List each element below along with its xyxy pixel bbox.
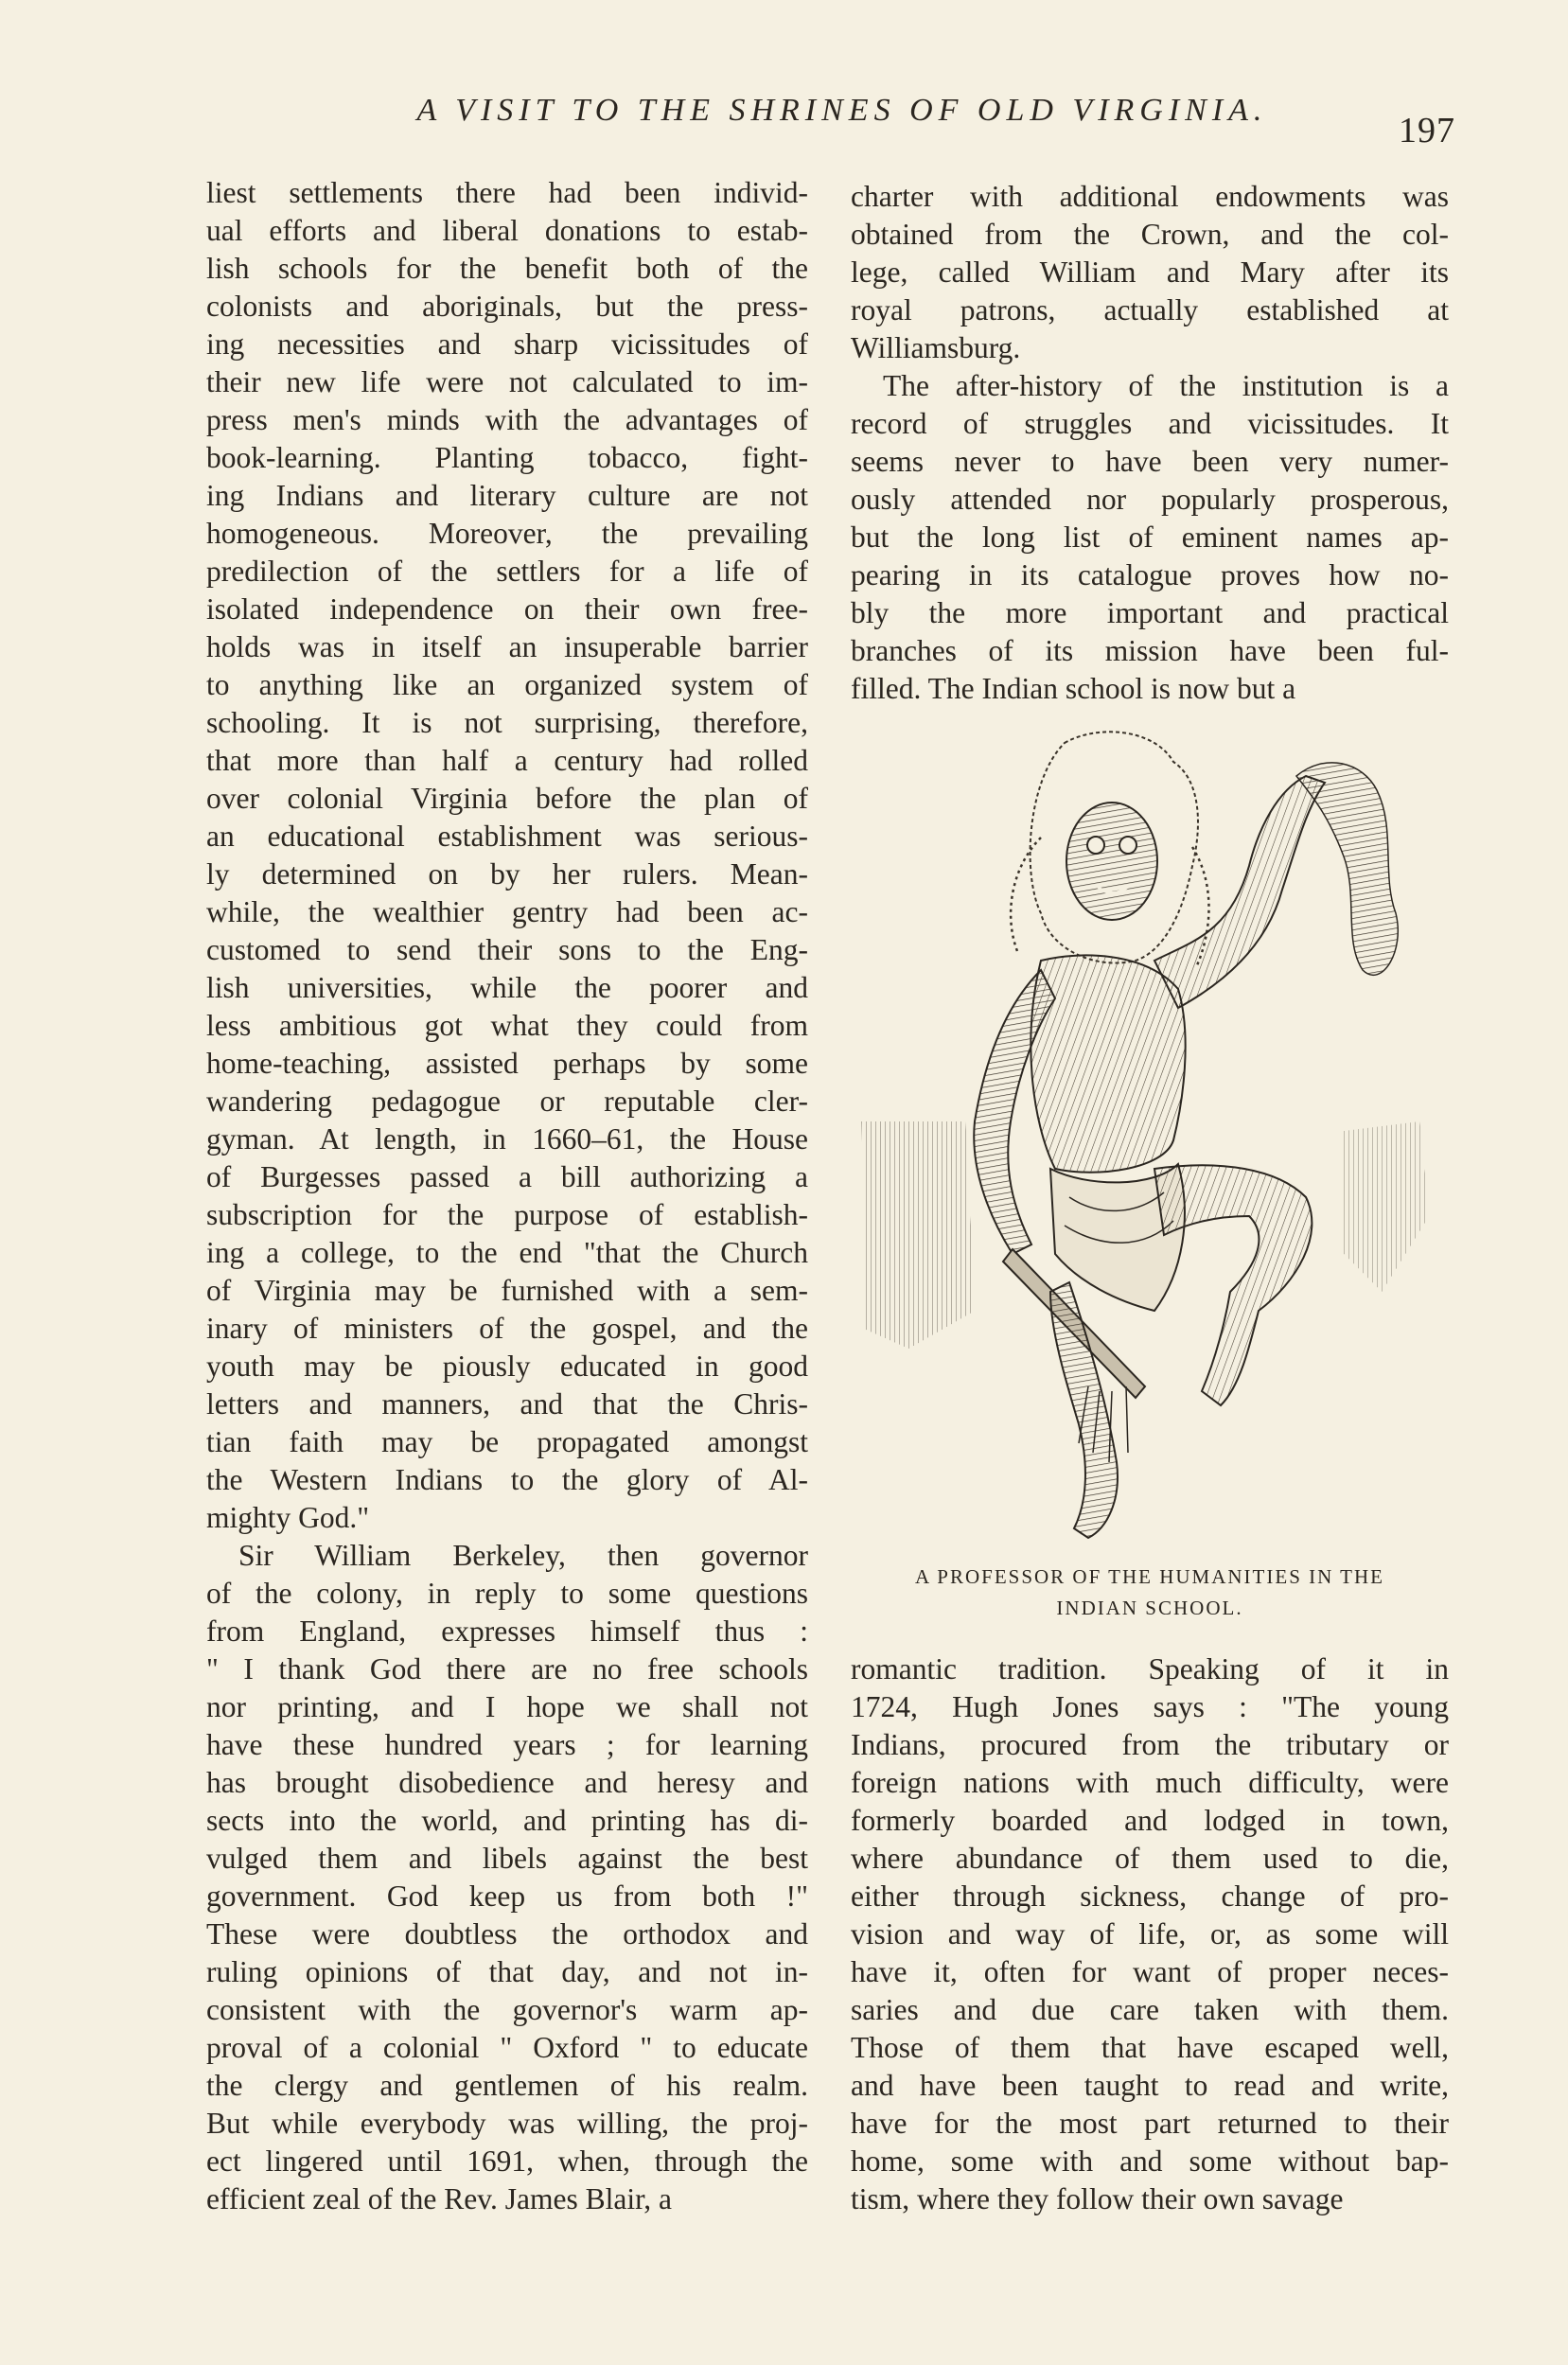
text-line: of the colony, in reply to some questions	[206, 1577, 808, 1610]
text-line: ing Indians and literary culture are not	[206, 479, 808, 512]
text-line: schooling. It is not surprising, therefore,	[206, 706, 808, 739]
text-line: consistent with the governor's warm ap-	[206, 1993, 808, 2026]
text-line: while, the wealthier gentry had been ac-	[206, 895, 808, 928]
text-line: either through sickness, change of pro-	[851, 1880, 1449, 1913]
text-line: record of struggles and vicissitudes. It	[851, 407, 1449, 440]
engraving-illustration	[852, 724, 1457, 1552]
left-text-column	[206, 174, 808, 2218]
text-line: vision and way of life, or, as some will	[851, 1917, 1449, 1950]
text-line: mighty God."	[206, 1501, 370, 1534]
text-line: over colonial Virginia before the plan of	[206, 782, 808, 815]
text-line: seems never to have been very numer-	[851, 445, 1449, 478]
text-line: to anything like an organized system of	[206, 668, 808, 701]
text-line: Sir William Berkeley, then governor	[238, 1539, 808, 1572]
text-line: the clergy and gentlemen of his realm.	[206, 2069, 808, 2102]
text-line: tism, where they follow their own savage	[851, 2182, 1344, 2215]
text-line: of Burgesses passed a bill authorizing a	[206, 1160, 808, 1193]
text-line: of Virginia may be furnished with a sem-	[206, 1274, 808, 1307]
text-line: subscription for the purpose of establish-	[206, 1198, 808, 1231]
text-line: predilection of the settlers for a life of	[206, 555, 808, 588]
text-line: their new life were not calculated to im-	[206, 365, 808, 398]
text-line: But while everybody was willing, the proj-	[206, 2107, 808, 2140]
text-line: inary of ministers of the gospel, and the	[206, 1312, 808, 1345]
text-line: holds was in itself an insuperable barrier	[206, 630, 808, 663]
text-line: book-learning. Planting tobacco, fight-	[206, 441, 808, 474]
text-line: that more than half a century had rolled	[206, 744, 808, 777]
text-line: branches of its mission have been ful-	[851, 634, 1449, 667]
text-line: ual efforts and liberal donations to estab-	[206, 214, 808, 247]
text-line: Williamsburg.	[851, 331, 1021, 364]
text-line: Those of them that have escaped well,	[851, 2031, 1449, 2064]
text-line: sects into the world, and printing has di-	[206, 1804, 808, 1837]
text-line: charter with additional endowments was	[851, 180, 1449, 213]
figure-caption	[847, 1562, 1453, 1624]
text-line: colonists and aboriginals, but the press-	[206, 290, 808, 323]
text-line: pearing in its catalogue proves how no-	[851, 558, 1449, 591]
text-line: The after-history of the institution is a	[883, 369, 1449, 402]
text-line: romantic tradition. Speaking of it in	[851, 1652, 1449, 1686]
text-line: has brought disobedience and heresy and	[206, 1766, 808, 1799]
text-line: vulged them and libels against the best	[206, 1842, 808, 1875]
page-number: 197	[1399, 111, 1455, 150]
text-line: and have been taught to read and write,	[851, 2069, 1449, 2102]
text-line: customed to send their sons to the Eng-	[206, 933, 808, 966]
text-line: wandering pedagogue or reputable cler-	[206, 1085, 808, 1118]
text-line: ing a college, to the end "that the Church	[206, 1236, 808, 1269]
running-head: A VISIT TO THE SHRINES OF OLD VIRGINIA.	[416, 93, 1268, 128]
text-line: youth may be piously educated in good	[206, 1350, 808, 1383]
text-line: royal patrons, actually established at	[851, 293, 1449, 327]
caption-line-2: INDIAN SCHOOL.	[1056, 1597, 1243, 1619]
text-line: have for the most part returned to their	[851, 2107, 1449, 2140]
text-line: from England, expresses himself thus :	[206, 1615, 808, 1648]
right-text-column-bottom	[851, 1650, 1449, 2218]
text-line: ously attended nor popularly prosperous,	[851, 483, 1449, 516]
text-line: bly the more important and practical	[851, 596, 1449, 629]
text-line: filled. The Indian school is now but a	[851, 672, 1296, 705]
text-line: government. God keep us from both !"	[206, 1880, 808, 1913]
text-line: the Western Indians to the glory of Al-	[206, 1463, 808, 1496]
text-line: isolated independence on their own free-	[206, 592, 808, 626]
text-line: " I thank God there are no free schools	[206, 1652, 808, 1686]
text-line: nor printing, and I hope we shall not	[206, 1690, 808, 1723]
text-line: home-teaching, assisted perhaps by some	[206, 1047, 808, 1080]
text-line: have these hundred years ; for learning	[206, 1728, 808, 1761]
caption-line-1: A PROFESSOR OF THE HUMANITIES IN THE	[915, 1565, 1384, 1588]
text-line: less ambitious got what they could from	[206, 1009, 808, 1042]
text-line: tian faith may be propagated amongst	[206, 1425, 808, 1458]
text-line: home, some with and some without bap-	[851, 2144, 1449, 2178]
text-line: but the long list of eminent names ap-	[851, 521, 1449, 554]
text-line: letters and manners, and that the Chris-	[206, 1387, 808, 1421]
text-line: lish universities, while the poorer and	[206, 971, 808, 1004]
text-line: homogeneous. Moreover, the prevailing	[206, 517, 808, 550]
text-line: an educational establishment was serious-	[206, 820, 808, 853]
text-line: where abundance of them used to die,	[851, 1842, 1449, 1875]
text-line: These were doubtless the orthodox and	[206, 1917, 808, 1950]
text-line: lish schools for the benefit both of the	[206, 252, 808, 285]
text-line: Indians, procured from the tributary or	[851, 1728, 1449, 1761]
text-line: ect lingered until 1691, when, through the	[206, 2144, 808, 2178]
text-line: formerly boarded and lodged in town,	[851, 1804, 1449, 1837]
right-text-column-top	[851, 178, 1449, 708]
text-line: have it, often for want of proper neces-	[851, 1955, 1449, 1988]
text-line: ly determined on by her rulers. Mean-	[206, 857, 808, 891]
text-line: ing necessities and sharp vicissitudes of	[206, 327, 808, 361]
text-line: 1724, Hugh Jones says : "The young	[851, 1690, 1449, 1723]
text-line: saries and due care taken with them.	[851, 1993, 1449, 2026]
text-line: proval of a colonial " Oxford " to educate	[206, 2031, 808, 2064]
text-line: liest settlements there had been individ-	[206, 176, 808, 209]
text-line: lege, called William and Mary after its	[851, 256, 1449, 289]
text-line: press men's minds with the advantages of	[206, 403, 808, 436]
text-line: efficient zeal of the Rev. James Blair, a	[206, 2182, 673, 2215]
text-line: gyman. At length, in 1660–61, the House	[206, 1122, 808, 1156]
text-line: ruling opinions of that day, and not in-	[206, 1955, 808, 1988]
text-line: foreign nations with much difficulty, were	[851, 1766, 1449, 1799]
text-line: obtained from the Crown, and the col-	[851, 218, 1449, 251]
